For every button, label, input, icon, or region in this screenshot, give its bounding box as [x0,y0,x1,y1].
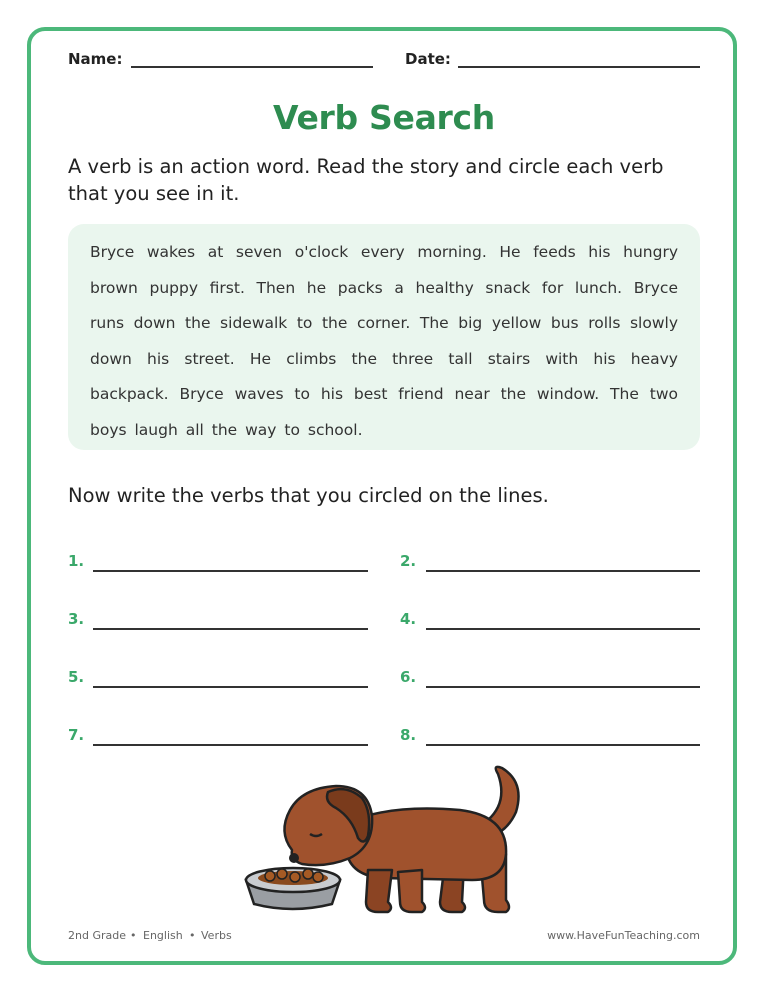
name-label: Name: [68,50,123,68]
footer-subject: English [143,929,183,942]
answer-line[interactable] [426,628,700,630]
footer-grade: 2nd Grade [68,929,126,942]
answer-line[interactable] [426,686,700,688]
name-line [131,66,373,68]
instruction-text: Now write the verbs that you circled on the lines. [68,484,549,507]
dog-eating-illustration [240,762,530,917]
footer-topic: Verbs [201,929,232,942]
answer-number: 2. [400,552,417,570]
answer-line[interactable] [93,628,368,630]
footer-site-link[interactable]: www.HaveFunTeaching.com [547,929,700,942]
footer-separator: • [189,929,196,942]
answer-line[interactable] [426,570,700,572]
answer-number: 6. [400,668,417,686]
dog-nose-icon [289,853,299,863]
story-text: Bryce wakes at seven o'clock every morning. He feeds his hungry brown puppy first. Then he packs a healthy snack for lunch. Bryce runs down the sidewalk to the corner. The big yellow bus rolls slowly down his street. He climbs the three tall stairs with his heavy backpack. Bryce waves to his best friend near the window. The two boys laugh all the way to school. [90,243,678,439]
answer-line[interactable] [426,744,700,746]
date-label: Date: [405,50,451,68]
answer-line[interactable] [93,570,368,572]
footer-separator: • [130,929,137,942]
intro-text: A verb is an action word. Read the story and circle each verb that you see in it. [68,155,664,205]
answer-number: 3. [68,610,85,628]
story-box [68,224,700,450]
date-line [458,66,700,68]
answer-line[interactable] [93,744,368,746]
answer-number: 1. [68,552,85,570]
answer-line[interactable] [93,686,368,688]
answer-number: 5. [68,668,85,686]
answer-number: 4. [400,610,417,628]
answer-number: 8. [400,726,417,744]
dog-bowl-icon [246,868,340,909]
page-title: Verb Search [273,98,495,137]
answer-number: 7. [68,726,85,744]
